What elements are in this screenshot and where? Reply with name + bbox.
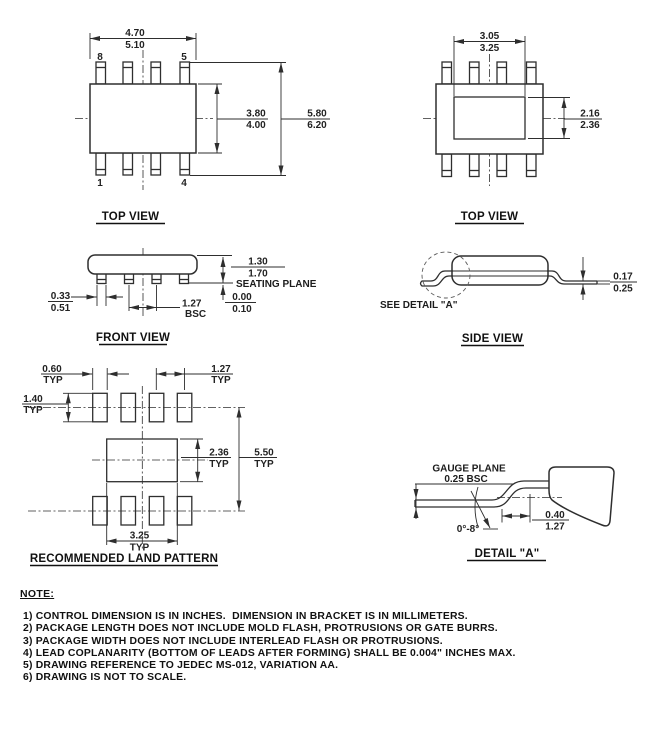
dim-pad-width-value: 0.60 xyxy=(42,364,62,375)
note-item-6: 6) DRAWING IS NOT TO SCALE. xyxy=(23,672,187,684)
dim-standoff-min: 0.00 xyxy=(232,292,252,303)
dim-pad-length-max: 3.25 xyxy=(479,43,500,54)
dim-overall-width-min: 5.80 xyxy=(307,108,327,120)
package-body xyxy=(436,84,543,154)
note-item-1: 1) CONTROL DIMENSION IS IN INCHES. DIMENSION IN BRACKET IS IN MILLIMETERS. xyxy=(23,611,468,622)
side-view xyxy=(380,252,637,346)
dim-pad-pitch xyxy=(156,364,233,390)
typ-label: TYP xyxy=(129,542,150,554)
dim-lead-width-min: 0.33 xyxy=(50,291,71,302)
pin-number-8: 8 xyxy=(97,52,103,63)
package-body xyxy=(90,84,196,153)
pin-number-4: 4 xyxy=(181,178,187,189)
typ-label: TYP xyxy=(209,459,229,470)
dim-length-min: 4.70 xyxy=(125,28,145,39)
see-detail-label: SEE DETAIL "A" xyxy=(380,300,458,311)
dim-pad-width-min: 2.16 xyxy=(580,108,600,120)
land-pattern xyxy=(22,364,277,566)
pin-number-5: 5 xyxy=(181,52,187,63)
dim-lead-width-max: 0.51 xyxy=(50,303,71,314)
lead-angle-value: 0°-8° xyxy=(456,524,480,535)
dim-pad-length-min: 3.05 xyxy=(479,31,500,42)
dim-foot-min: 0.40 xyxy=(545,510,565,521)
dim-body-width-min: 3.80 xyxy=(246,108,266,120)
view-title: DETAIL "A" xyxy=(474,548,540,560)
view-title: FRONT VIEW xyxy=(95,332,171,344)
front-view xyxy=(48,248,317,345)
dim-lead-thickness-max: 0.25 xyxy=(613,283,633,295)
note-item-5: 5) DRAWING REFERENCE TO JEDEC MS-012, VARIATION AA. xyxy=(23,660,339,672)
left-lead xyxy=(421,271,454,286)
typ-label: TYP xyxy=(211,375,231,386)
view-title: TOP VIEW xyxy=(101,211,160,223)
gauge-plane-label: GAUGE PLANE xyxy=(432,463,506,475)
dim-pitch-qualifier: BSC xyxy=(185,309,207,320)
detail-a xyxy=(415,464,614,561)
dim-pad-height-value: 1.40 xyxy=(23,394,43,405)
dim-standoff-max: 0.10 xyxy=(232,304,252,315)
dim-lead-pitch xyxy=(129,285,206,320)
dim-height-min: 1.30 xyxy=(248,256,268,268)
pin-number-1: 1 xyxy=(97,178,103,189)
dim-lead-thickness xyxy=(583,257,637,300)
gauge-offset-label: 0.25 BSC xyxy=(444,474,488,485)
package-body xyxy=(452,256,548,285)
notes-title: NOTE: xyxy=(20,588,55,600)
top-leads xyxy=(442,62,536,84)
dim-lead-thickness-min: 0.17 xyxy=(613,271,633,283)
dim-overall-height xyxy=(239,408,277,511)
dim-overall-height-value: 5.50 xyxy=(254,447,274,459)
dim-overall-width-max: 6.20 xyxy=(307,120,327,131)
dim-foot-max: 1.27 xyxy=(545,521,565,533)
top-view-right xyxy=(423,31,602,224)
view-title: TOP VIEW xyxy=(460,211,519,223)
dim-pad-pitch-value: 1.27 xyxy=(211,364,231,375)
view-title: SIDE VIEW xyxy=(461,333,524,345)
package-body xyxy=(88,255,197,274)
note-item-2: 2) PACKAGE LENGTH DOES NOT INCLUDE MOLD FLASH, PROTRUSIONS OR GATE BURRS. xyxy=(23,623,498,635)
right-lead xyxy=(547,271,597,284)
typ-label: TYP xyxy=(254,459,274,470)
notes-section xyxy=(20,588,630,685)
dim-center-pad-width-value: 3.25 xyxy=(129,530,150,542)
dim-lead-width xyxy=(48,285,123,314)
dim-pad-width xyxy=(41,364,129,390)
dim-length-max: 5.10 xyxy=(125,40,145,51)
lead-angle-indicator xyxy=(457,487,498,535)
dim-pad-width-max: 2.36 xyxy=(580,120,600,131)
dim-center-pad-height-value: 2.36 xyxy=(209,447,229,459)
dim-body-width-max: 4.00 xyxy=(246,120,266,131)
dim-pad-height xyxy=(22,393,93,422)
view-title: RECOMMENDED LAND PATTERN xyxy=(29,553,219,565)
typ-label: TYP xyxy=(23,405,43,416)
typ-label: TYP xyxy=(43,375,63,386)
seating-plane-label: SEATING PLANE xyxy=(236,279,317,290)
dim-height-max: 1.70 xyxy=(248,268,268,280)
dim-pitch: 1.27 xyxy=(182,298,202,310)
top-view-left xyxy=(75,28,330,224)
bottom-leads xyxy=(442,154,536,177)
note-item-4: 4) LEAD COPLANARITY (BOTTOM OF LEADS AFTER FORMING) SHALL BE 0.004" INCHES MAX. xyxy=(23,647,516,659)
dim-body-width xyxy=(198,84,268,153)
note-item-3: 3) PACKAGE WIDTH DOES NOT INCLUDE INTERLEAD FLASH OR PROTRUSIONS. xyxy=(23,635,443,647)
